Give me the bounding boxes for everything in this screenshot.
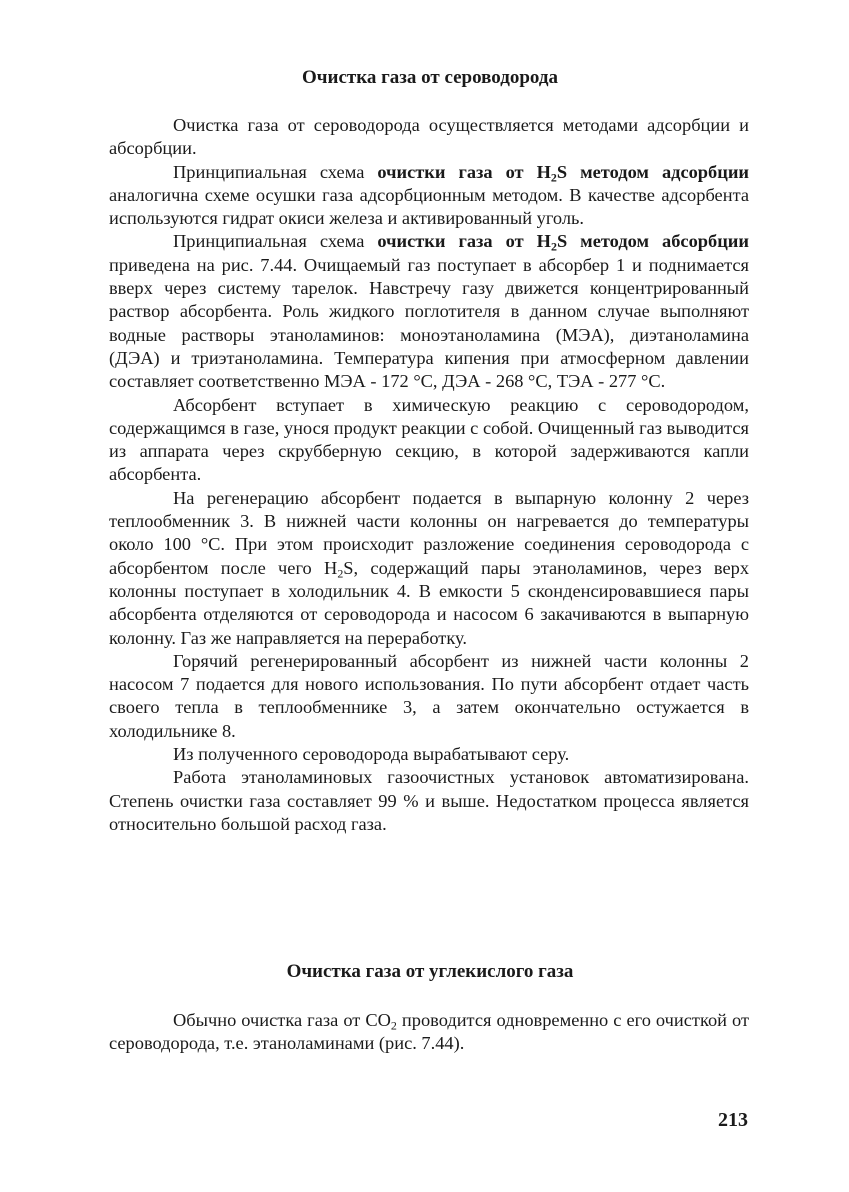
section-title-carbon-dioxide: Очистка газа от углекислого газа <box>286 961 574 982</box>
page-number: 213 <box>718 1109 748 1131</box>
paragraph-co2 <box>109 1009 749 1056</box>
paragraph-part: На регенерацию абсорбент подается в выпарную колонну 2 через теплообменник 3. В нижней части колонны он нагревается до температуры около 100 °С. При этом происходит разложение соединения сероводорода с абсорбентом после чего H <box>109 487 749 578</box>
bold-term-adsorption <box>377 161 750 185</box>
paragraph-reaction: Абсорбент вступает в химическую реакцию с сероводородом, содержащимся в газе, унося продукт реакции с собой. Очищенный газ выводится из аппарата через скрубберную секцию, в которой задерживаются капли абсорбента. <box>109 394 749 485</box>
paragraph-lead: Принципиальная схема <box>173 231 378 252</box>
paragraph-sulfur: Из полученного сероводорода вырабатывают серу. <box>173 744 570 765</box>
paragraph-automation: Работа этаноламиновых газоочистных установок автоматизирована. Степень очистки газа составляет 99 % и выше. Недостатком процесса является относительно большой расход газа. <box>109 767 749 834</box>
section-body-carbon-dioxide <box>109 1009 749 1056</box>
paragraph-part: S, содержащий пары этаноламинов, через верх колонны поступает в холодильник 4. В емкости 5 сконденсировавшиеся пары абсорбента отделяются от сероводорода и насосом 6 закачиваются в выпарную колонну. Газ же направляется на переработку. <box>109 557 750 648</box>
bold-term-part: очистки газа от H <box>377 161 551 182</box>
paragraph-hot-absorbent: Горячий регенерированный абсорбент из нижней части колонны 2 насосом 7 подается для нового использования. По пути абсорбент отдает часть своего тепла в теплообменнике 3, а затем окончательно остужается в холодильнике 8. <box>109 650 749 741</box>
paragraph-part: Обычно очистка газа от CO <box>173 1010 391 1030</box>
bold-term-part: S методом адсорбции <box>556 161 750 182</box>
subscript: 2 <box>337 566 344 581</box>
subscript: 2 <box>550 240 557 255</box>
bold-term-part: S методом абсорбции <box>556 231 749 252</box>
subscript: 2 <box>550 170 557 185</box>
paragraph-lead: Принципиальная схема <box>173 161 378 182</box>
paragraph-rest: приведена на рис. 7.44. Очищаемый газ поступает в абсорбер 1 и поднимается вверх через систему тарелок. Навстречу газу движется концентрированный раствор абсорбента. Роль жидкого поглотителя в данном случае выполняют водные растворы этаноламинов: моноэтаноламина (МЭА), диэтаноламина (ДЭА) и триэтаноламина. Температура кипения при атмосферном давлении составляет соответственно МЭА - 172 °С, ДЭА - 268 °С, ТЭА - 277 °С. <box>109 254 749 392</box>
section-title-hydrogen-sulfide: Очистка газа от сероводорода <box>302 67 558 88</box>
paragraph-rest: аналогична схеме осушки газа адсорбционным методом. В качестве адсорбента используются гидрат окиси железа и активированный уголь. <box>109 184 749 229</box>
bold-term-absorption <box>377 231 749 255</box>
bold-term-part: очистки газа от H <box>377 231 551 252</box>
paragraph-intro: Очистка газа от сероводорода осуществляется методами адсорбции и абсорбции. <box>109 115 749 159</box>
paragraph-regeneration <box>109 487 749 650</box>
subscript: 2 <box>390 1018 397 1033</box>
paragraph-part: проводится одновременно с его очисткой от сероводорода, т.е. этаноламинами (рис. 7.44). <box>109 1010 749 1054</box>
paragraph-adsorption <box>109 161 749 231</box>
section-body-hydrogen-sulfide <box>109 114 749 836</box>
paragraph-absorption <box>109 230 749 393</box>
